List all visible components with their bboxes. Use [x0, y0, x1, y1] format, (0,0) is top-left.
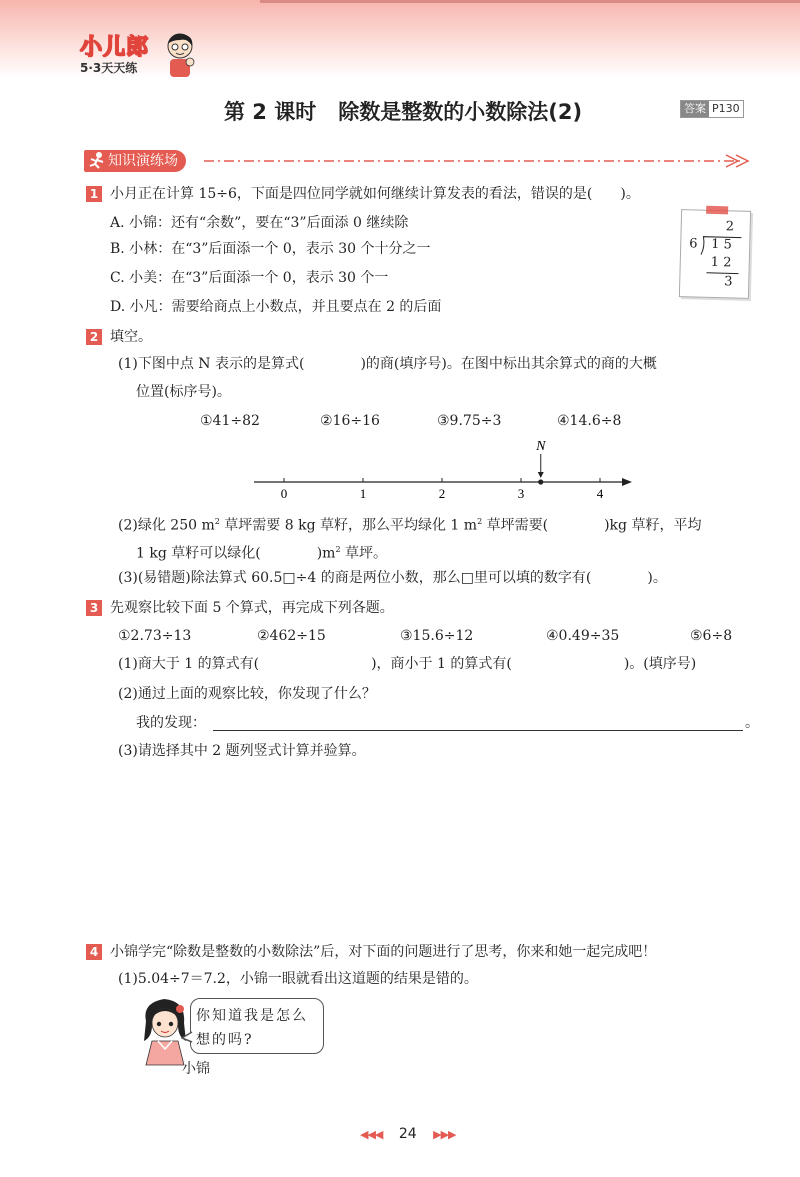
q2-part2-b: 草坪需要 8 kg 草籽，那么平均绿化 1 m [219, 517, 478, 534]
q2-part1-line1: (1)下图中点 N 表示的是算式( )的商(填序号)。在图中标出其余算式的商的大概 [118, 356, 657, 372]
right-arrows-icon: ▶▶▶ [433, 1128, 456, 1141]
brand-name: 小儿郎 [80, 35, 150, 60]
division-remainder: 3 [724, 274, 733, 290]
page-number: 24 [398, 1126, 417, 1142]
division-quotient: 2 [725, 219, 735, 235]
q2-expr-2: ②16÷16 [320, 413, 380, 429]
number-line-tick-label: 1 [359, 486, 367, 501]
answer-label: 答案 [681, 101, 709, 117]
q3-expr-4: ④0.49÷35 [546, 628, 620, 644]
number-line-tick-label: 0 [280, 486, 288, 501]
division-note [679, 209, 751, 299]
point-n [538, 479, 543, 484]
division-bracket [680, 210, 752, 300]
lesson-title [224, 96, 582, 126]
q3-discovery-label: 我的发现： [136, 715, 206, 731]
q1-option-c: C. 小美：在“3”后面添一个 0，表示 30 个一 [110, 270, 389, 286]
q3-expr-2: ②462÷15 [257, 628, 326, 644]
q3-work-area[interactable] [110, 770, 750, 930]
q3-expr-5: ⑤6÷8 [690, 628, 733, 644]
question-3-number: 3 [86, 600, 102, 616]
question-3-stem: 先观察比较下面 5 个算式，再完成下列各题。 [110, 600, 394, 616]
division-divisor: 6 [689, 236, 698, 252]
q2-part3: (3)(易错题)除法算式 60.5□÷4 的商是两位小数，那么□里可以填的数字有( )。 [118, 570, 667, 586]
q3-expr-1: ①2.73÷13 [118, 628, 192, 644]
number-line-tick-label: 2 [438, 486, 446, 501]
point-n-arrowhead [538, 472, 544, 478]
q2-part2-c: 草坪需要( )kg 草籽，平均 [482, 517, 702, 534]
division-dividend: 1 5 [711, 236, 733, 253]
number-line-tick-label: 4 [596, 486, 604, 501]
left-arrows-icon: ◀◀◀ [360, 1128, 383, 1141]
question-4-number: 4 [86, 944, 102, 960]
q2-part2-sup2: 2 [477, 517, 483, 526]
question-2-number: 2 [86, 329, 102, 345]
division-product: 1 2 [710, 254, 732, 271]
q2-expr-1: ①41÷82 [200, 413, 260, 429]
bubble-text [196, 1004, 308, 1052]
brand-subtitle: 5·3天天练 [80, 61, 138, 75]
q3-part2: (2)通过上面的观察比较，你发现了什么？ [118, 686, 376, 702]
q2-part2-sup1: 2 [214, 517, 220, 526]
q2-part2-line2-b: 草坪。 [340, 545, 387, 562]
q2-part2-line2 [136, 540, 387, 564]
q1-option-b: B. 小林：在“3”后面添一个 0，表示 30 个十分之一 [110, 241, 431, 257]
q1-option-d: D. 小凡：需要给商点上小数点，并且要点在 2 的后面 [110, 299, 442, 315]
q3-part1: (1)商大于 1 的算式有( )，商小于 1 的算式有( )。(填序号) [118, 656, 697, 672]
mascot-icon [162, 32, 198, 80]
brand-logo [80, 30, 149, 76]
runner-icon [87, 150, 107, 172]
bubble-line-2: 想的吗? [196, 1032, 254, 1048]
bubble-line-1: 你知道我是怎么 [196, 1008, 308, 1024]
point-n-label: N [536, 440, 546, 454]
lesson-number: 第 2 课时 [224, 100, 317, 124]
q3-part3: (3)请选择其中 2 题列竖式计算并验算。 [118, 743, 366, 759]
question-2-stem: 填空。 [110, 329, 152, 345]
section-label-text: 知识演练场 [108, 153, 178, 169]
answer-page: P130 [712, 102, 740, 115]
q3-expr-3: ③15.6÷12 [400, 628, 474, 644]
q4-part1: (1)5.04÷7＝7.2，小锦一眼就看出这道题的结果是错的。 [118, 971, 478, 987]
question-4-stem: 小锦学完“除数是整数的小数除法”后，对下面的问题进行了思考，你来和她一起完成吧！ [110, 944, 657, 960]
q3-discovery-end: 。 [745, 715, 759, 731]
q2-expr-3: ③9.75÷3 [437, 413, 502, 429]
top-rule [260, 0, 800, 3]
q2-part2-line2-sup: 2 [335, 545, 341, 554]
q3-discovery-line[interactable] [213, 730, 743, 731]
q2-part1-line2: 位置(标序号)。 [136, 384, 231, 400]
q1-option-a: A. 小锦：还有“余数”，要在“3”后面添 0 继续除 [110, 215, 409, 231]
question-1-stem: 小月正在计算 15÷6，下面是四位同学就如何继续计算发表的看法，错误的是( )。 [110, 186, 640, 202]
q2-part2-a: (2)绿化 250 m [118, 517, 215, 534]
number-line-tick-label: 3 [517, 486, 525, 501]
section-header [84, 150, 754, 172]
page-footer [360, 1126, 456, 1142]
number-line-arrowhead [622, 478, 632, 486]
speaker-name: 小锦 [182, 1061, 210, 1077]
lesson-name: 除数是整数的小数除法(2) [338, 100, 583, 124]
answer-reference [680, 100, 744, 118]
q2-expr-4: ④14.6÷8 [557, 413, 622, 429]
bubble-tail [181, 1030, 193, 1044]
question-1-number: 1 [86, 186, 102, 202]
q2-part2-line1 [118, 512, 701, 536]
q2-part2-line2-a: 1 kg 草籽可以绿化( )m [136, 545, 336, 562]
number-line [250, 440, 640, 502]
